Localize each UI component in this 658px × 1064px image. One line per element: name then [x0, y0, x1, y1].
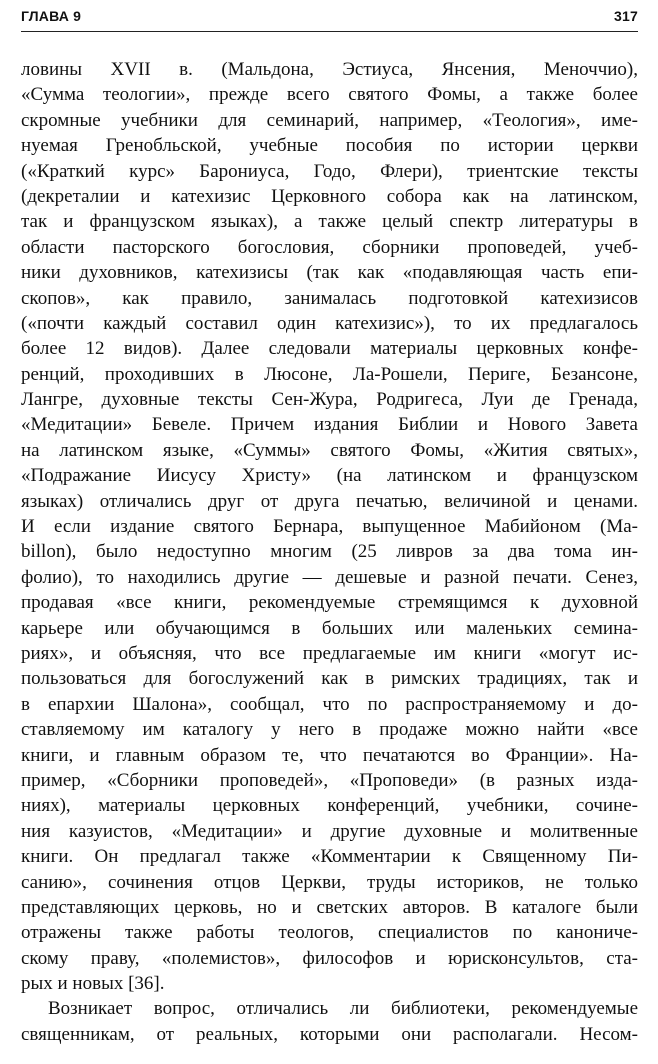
text-line: риях», и объясняя, что все предлагаемые им книги «могут ис-: [21, 642, 638, 664]
text-line: фолио), то находились другие — дешевые и разной печати. Сенез,: [21, 566, 638, 588]
chapter-title: ГЛАВА 9: [21, 8, 82, 24]
text-line: санию», сочинения отцов Церкви, труды историков, не только: [21, 871, 638, 893]
paragraph-2: [21, 996, 638, 1047]
text-line: ния казуистов, «Медитации» и другие духовные и молитвенные: [21, 820, 638, 842]
paragraph-1: [21, 57, 638, 996]
text-line: ставляемому им каталогу у него в продаже можно найти «все: [21, 719, 638, 741]
text-line: скопов», как правило, занималась подготовкой катехизисов: [21, 287, 638, 309]
text-line: рых и новых [36].: [21, 973, 165, 995]
text-line: продавая «все книги, рекомендуемые стремящимся к духовной: [21, 592, 638, 614]
body-text: [21, 57, 638, 1047]
text-line: («Краткий курс» Барониуса, Годо, Флери), триентские тексты: [21, 160, 638, 182]
text-line: области пасторского богословия, сборники проповедей, учеб-: [21, 236, 638, 258]
text-line: ниях), материалы церковных конференций, учебники, сочине-: [21, 795, 638, 817]
text-line: карьере или обучающимся в больших или маленьких семина-: [21, 617, 638, 639]
text-line: более 12 видов). Далее следовали материалы церковных конфе-: [21, 338, 638, 360]
text-line: Возникает вопрос, отличались ли библиотеки, рекомендуемые: [48, 998, 638, 1020]
text-line: пример, «Сборники проповедей», «Проповеди» (в разных изда-: [21, 769, 638, 791]
text-line: ловины XVII в. (Мальдона, Эстиуса, Янсения, Меноччио),: [21, 59, 638, 80]
text-line: billon), было недоступно многим (25 ливров за два тома ин-: [21, 541, 638, 563]
text-line: скромные учебники для семинарий, например, «Теология», име-: [21, 109, 638, 131]
text-line: так и французском языках), а также целый спектр литературы в: [21, 211, 638, 233]
text-line: ренций, проходивших в Люсоне, Ла-Рошели, Периге, Безансоне,: [21, 363, 638, 385]
text-line: ники духовников, катехизисы (так как «подавляющая часть епи-: [21, 262, 638, 284]
text-line: «Подражание Иисусу Христу» (на латинском и французском: [21, 465, 638, 487]
text-line: в епархии Шалона», сообщал, что по распространяемому и до-: [21, 693, 638, 715]
text-line: пользоваться для богослужений как в римских традициях, так и: [21, 668, 638, 690]
text-line: отражены также работы теологов, специалистов по канониче-: [21, 922, 638, 944]
text-line: И если издание святого Бернара, выпущенное Мабийоном (Ма-: [21, 516, 638, 538]
text-line: представляющих церковь, но и светских авторов. В каталоге были: [21, 896, 638, 918]
text-line: «Медитации» Бевеле. Причем издания Библии и Нового Завета: [21, 414, 638, 436]
text-line: книги. Он предлагал также «Комментарии к Священному Пи-: [21, 846, 638, 868]
text-line: нуемая Гренобльской, учебные пособия по истории церкви: [21, 135, 638, 157]
text-line: (декреталии и катехизис Церковного собора как на латинском,: [21, 185, 638, 207]
running-header: [21, 6, 638, 28]
text-line: книги, и главным образом те, что печатаются во Франции». На-: [21, 744, 638, 766]
text-line: священникам, от реальных, которыми они располагали. Несом-: [21, 1023, 638, 1045]
text-line: («почти каждый составил один катехизис»), то их предлагалось: [21, 312, 638, 334]
text-line: на латинском языке, «Суммы» святого Фомы, «Жития святых»,: [21, 439, 638, 461]
text-line: Лангре, духовные тексты Сен-Жура, Родригеса, Луи де Гренада,: [21, 389, 638, 411]
page-number: 317: [614, 8, 638, 24]
text-line: языках) отличались друг от друга печатью, величиной и ценами.: [21, 490, 638, 512]
header-rule: [21, 31, 638, 32]
text-line: «Сумма теологии», прежде всего святого Фомы, а также более: [21, 84, 638, 106]
text-line: скому праву, «полемистов», философов и юрисконсультов, ста-: [21, 947, 638, 969]
